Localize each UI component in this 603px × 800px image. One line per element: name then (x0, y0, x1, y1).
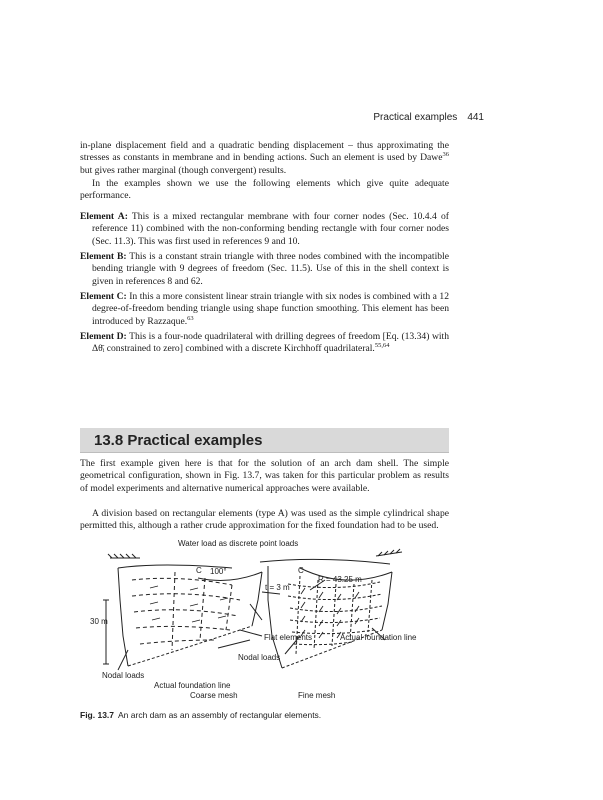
fine-crest-line (260, 559, 390, 564)
element-a-label: Element A: (80, 211, 128, 222)
height-label: 30 m (90, 617, 108, 626)
element-c-text: In this a more consistent linear strain triangle with six nodes is combined with a 12 degree-of-freedom bending triangle using shape function smoothing. This element has been introduced by Razzaque. (92, 291, 449, 327)
nodal-loads-center-label: Nodal loads (238, 653, 281, 662)
coarse-mesh-label: Coarse mesh (190, 691, 238, 700)
figure-caption-label: Fig. 13.7 (80, 710, 115, 720)
figure-caption (80, 710, 449, 720)
intro-ref: 36 (442, 151, 449, 159)
coarse-mesh-lines (132, 572, 240, 650)
fine-mesh-label: Fine mesh (298, 691, 336, 700)
element-b-label: Element B: (80, 251, 127, 262)
figure-caption-text: An arch dam as an assembly of rectangular elements. (118, 710, 322, 720)
intro-text-a: in-plane displacement field and a quadratic bending displacement – thus approximating the stresses as constants in membrane and in bending actions. Such an element is used by Dawe (80, 140, 449, 164)
running-title: Practical examples (373, 112, 458, 123)
centerline-left-label: C (196, 566, 202, 575)
actual-foundation-left-label: Actual foundation line (154, 681, 231, 690)
fine-right-abutment (382, 572, 392, 630)
coarse-foundation-line (128, 626, 252, 666)
coarse-leaders (218, 604, 262, 648)
element-b-text: This is a constant strain triangle with three nodes combined with the incompatible bending triangle with 9 degrees of freedom (Sec. 11.5). Use of this in the shell context is given in references 8 and 62. (92, 251, 449, 287)
flat-elements-label: Flat elements (264, 633, 313, 642)
intro-text-b: but gives rather marginal (though convergent) results. (80, 164, 287, 176)
radius-label: R = 43.25 m (318, 575, 362, 584)
fine-mesh-lines (288, 576, 382, 654)
intro-paragraph-2: In the examples shown we use the following elements which give quite adequate performance. (80, 178, 449, 202)
centerline-right-label: C (298, 566, 304, 575)
coarse-plan-arc (198, 572, 262, 580)
element-d-text: This is a four-node quadrilateral with drilling degrees of freedom [Eq. (13.34) with Δθ̄ᵢ constrained to zero] combined with a discrete Kirchhoff quadrilateral. (92, 331, 449, 355)
element-d-ref: 55,64 (374, 342, 390, 350)
water-load-label: Water load as discrete point loads (178, 539, 299, 548)
element-c-label: Element C: (80, 291, 127, 302)
element-a-text: This is a mixed rectangular membrane with four corner nodes (Sec. 10.4.4 of reference 11) combined with the non-conforming bending rectangle with four corner nodes (Sec. 11.3). This was first used in references 9 and 10. (92, 211, 449, 247)
element-d-label: Element D: (80, 331, 127, 342)
element-c-ref: 63 (187, 314, 194, 322)
page-number: 441 (467, 112, 484, 123)
angle-label: 100° (210, 567, 227, 576)
nodal-loads-left-label: Nodal loads (102, 671, 145, 680)
thickness-label: t = 3 m (265, 583, 290, 592)
coarse-left-abutment (118, 568, 128, 666)
body-paragraph-1: The first example given here is that for the solution of an arch dam shell. The simple geometrical configuration, shown in Fig. 13.7, was taken for this particular problem as results of model experiments and alternative numerical approaches were available. (80, 458, 449, 494)
body-paragraph-2: A division based on rectangular elements (type A) was used as the simple cylindrical shape permitted this, although a rather crude approximation for the fixed foundation had to be used. (80, 508, 449, 532)
thickness-leader (262, 592, 280, 594)
section-title: 13.8 Practical examples (94, 432, 263, 449)
actual-foundation-right-label: Actual foundation line (340, 633, 417, 642)
